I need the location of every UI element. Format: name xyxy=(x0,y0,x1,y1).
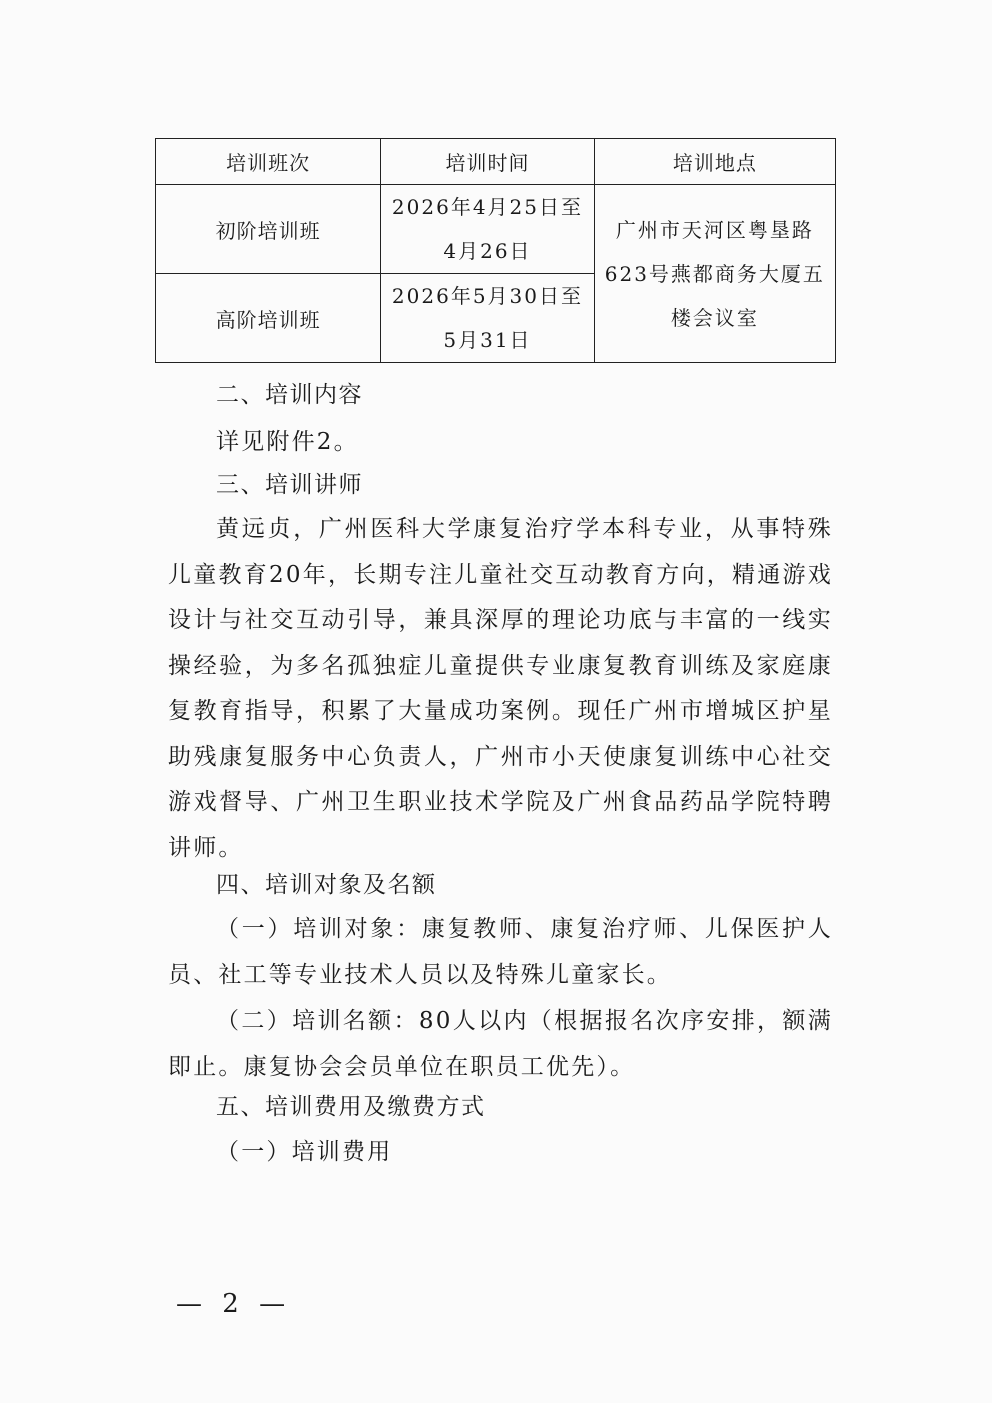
place-line2: 623号燕都商务大厦五 xyxy=(604,261,825,286)
row-class-name: 初阶培训班 xyxy=(156,185,381,274)
header-class: 培训班次 xyxy=(156,139,381,185)
quota-paragraph: （二）培训名额：80人以内（根据报名次序安排，额满即止。康复协会会员单位在职员工优先）。 xyxy=(168,1008,833,1080)
row-time-line1: 2026年5月30日至 xyxy=(391,284,583,308)
section-heading: 四、培训对象及名额 xyxy=(216,872,437,898)
row-time xyxy=(381,274,594,363)
page-number: — 2 — xyxy=(176,1289,292,1319)
fee-subheading: （一）培训费用 xyxy=(216,1139,393,1165)
table-row xyxy=(156,185,836,274)
place-cell xyxy=(594,185,835,363)
row-time-line2: 5月31日 xyxy=(443,328,532,352)
header-time: 培训时间 xyxy=(381,139,594,185)
row-time xyxy=(381,185,594,274)
section-text: 详见附件2。 xyxy=(216,429,359,455)
place-line3: 楼会议室 xyxy=(670,305,759,330)
training-schedule-table xyxy=(155,138,836,363)
trainee-paragraph: （一）培训对象：康复教师、康复治疗师、儿保医护人员、社工等专业技术人员以及特殊儿童家长。 xyxy=(168,916,833,988)
row-time-line1: 2026年4月25日至 xyxy=(391,195,583,219)
place-line1: 广州市天河区粤垦路 xyxy=(615,217,814,242)
lecturer-paragraph: 黄远贞，广州医科大学康复治疗学本科专业，从事特殊儿童教育20年，长期专注儿童社交互动教育方向，精通游戏设计与社交互动引导，兼具深厚的理论功底与丰富的一线实操经验，为多名孤独症儿童提供专业康复教育训练及家庭康复教育指导，积累了大量成功案例。现任广州市增城区护星助残康复服务中心负责人，广州市小天使康复训练中心社交游戏督导、广州卫生职业技术学院及广州食品药品学院特聘讲师。 xyxy=(168,516,833,861)
header-place: 培训地点 xyxy=(594,139,835,185)
table-header-row xyxy=(156,139,836,185)
row-class-name: 高阶培训班 xyxy=(156,274,381,363)
section-heading: 五、培训费用及缴费方式 xyxy=(216,1094,486,1120)
section-heading: 二、培训内容 xyxy=(216,382,363,408)
section-heading: 三、培训讲师 xyxy=(216,472,363,498)
row-time-line2: 4月26日 xyxy=(443,239,532,263)
